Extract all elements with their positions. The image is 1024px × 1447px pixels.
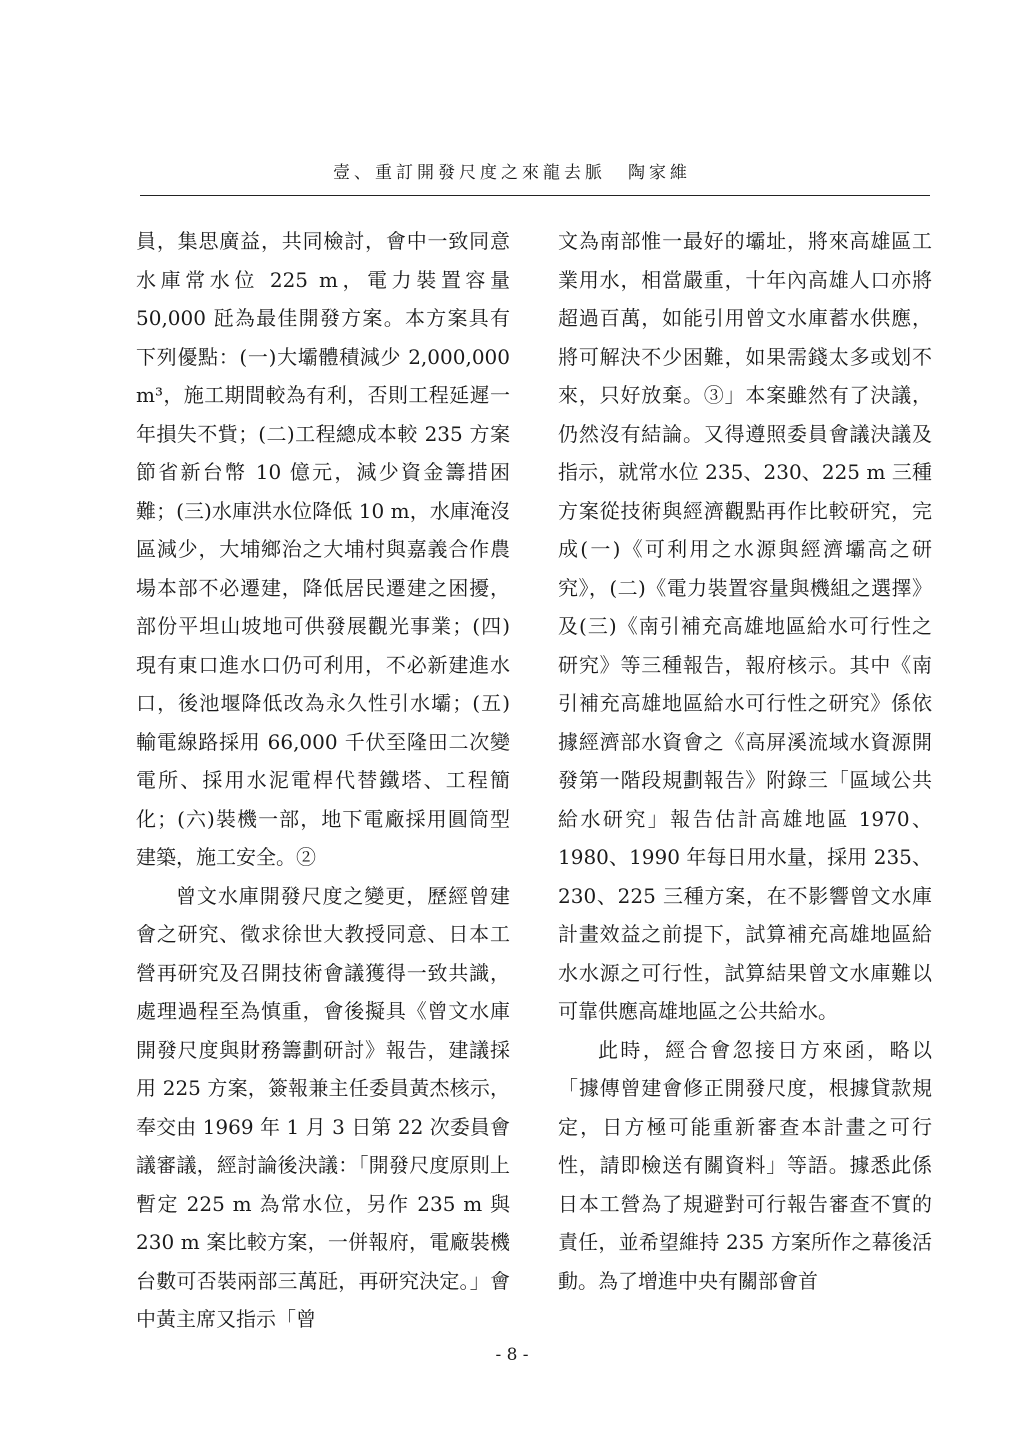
- left-column: [136, 222, 510, 1339]
- right-column: [558, 222, 932, 1300]
- header-author: 陶家維: [628, 163, 691, 183]
- left-paragraph-1: 員，集思廣益，共同檢討，會中一致同意水庫常水位 225 m，電力裝置容量 50,000 瓩為最佳開發方案。本方案具有下列優點：(一)大壩體積減少 2,000,000 m³，施工期間較為有利，否則工程延遲一年損失不貲；(二)工程總成本較 235 方案節省新台幣 10 億元，減少資金籌措困難；(三)水庫洪水位降低 10 m，水庫淹沒區減少，大埔鄉治之大埔村與嘉義合作農場本部不必遷建，降低居民遷建之困擾，部份平坦山坡地可供發展觀光事業；(四)現有東口進水口仍可利用，不必新建進水口，後池堰降低改為永久性引水壩；(五)輸電線路採用 66,000 千伏至隆田二次變電所、採用水泥電桿代替鐵塔、工程簡化；(六)裝機一部，地下電廠採用圓筒型建築，施工安全。②: [136, 229, 510, 869]
- left-paragraph-2: 曾文水庫開發尺度之變更，歷經曾建會之研究、徵求徐世大教授同意、日本工營再研究及召開技術會議獲得一致共識，處理過程至為慎重，會後擬具《曾文水庫開發尺度與財務籌劃研討》報告，建議採用 225 方案，簽報兼主任委員黃杰核示，奉交由 1969 年 1 月 3 日第 22 次委員會議審議，經討論後決議：「開發尺度原則上暫定 225 m 為常水位，另作 235 m 與 230 m 案比較方案，一併報府，電廠裝機台數可否裝兩部三萬瓩，再研究決定。」會中黃主席又指示「曾: [136, 883, 510, 1331]
- right-paragraph-2: 此時，經合會忽接日方來函，略以「據傳曾建會修正開發尺度，根據貸款規定，日方極可能重新審查本計畫之可行性，請即檢送有關資料」等語。據悉此係日本工營為了規避對可行報告審查不實的責任，並希望維持 235 方案所作之幕後活動。為了增進中央有關部會首: [558, 1037, 932, 1293]
- right-paragraph-1: 文為南部惟一最好的壩址，將來高雄區工業用水，相當嚴重，十年內高雄人口亦將超過百萬，如能引用曾文水庫蓄水供應，將可解決不少困難，如果需錢太多或划不來，只好放棄。③」本案雖然有了決議，仍然沒有結論。又得遵照委員會議決議及指示，就常水位 235、230、225 m 三種方案從技術與經濟觀點再作比較研究，完成(一)《可利用之水源與經濟壩高之研究》，(二)《電力裝置容量與機組之選擇》及(三)《南引補充高雄地區給水可行性之研究》等三種報告，報府核示。其中《南引補充高雄地區給水可行性之研究》係依據經濟部水資會之《高屏溪流域水資源開發第一階段規劃報告》附錄三「區域公共給水研究」報告估計高雄地區 1970、1980、1990 年每日用水量，採用 235、230、225 三種方案，在不影響曾文水庫計畫效益之前提下，試算補充高雄地區給水水源之可行性，試算結果曾文水庫難以可靠供應高雄地區之公共給水。: [558, 229, 932, 1023]
- running-header: [0, 158, 1024, 183]
- header-title: 壹、重訂開發尺度之來龍去脈: [333, 163, 606, 183]
- page-number: - 8 -: [495, 1345, 529, 1365]
- header-rule: [140, 195, 930, 196]
